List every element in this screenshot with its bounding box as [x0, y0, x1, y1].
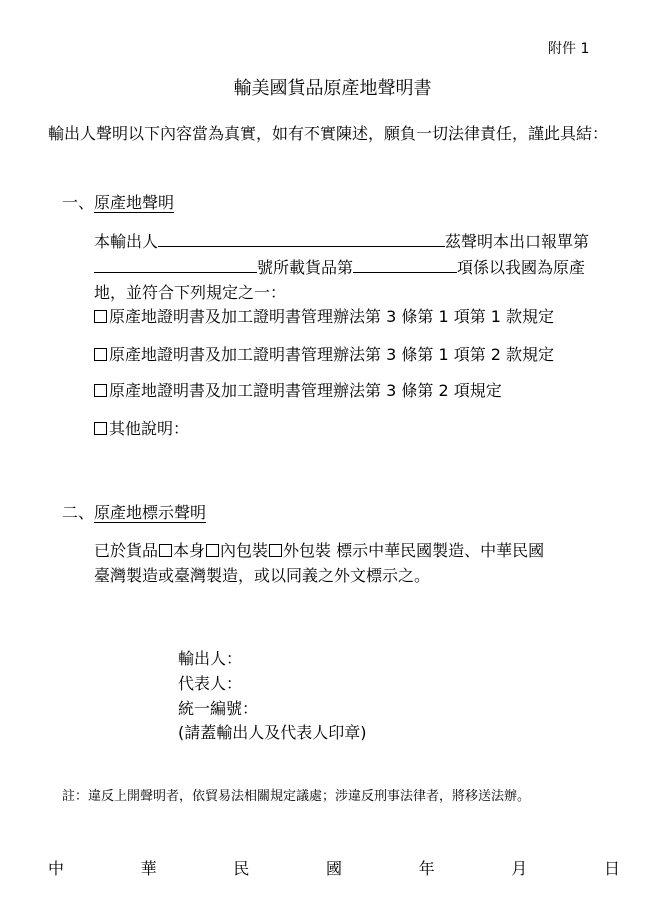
section1-number: 一、: [62, 193, 95, 212]
date-month-label: 月: [511, 859, 528, 878]
date-char-hua: 華: [140, 859, 157, 878]
marking-prefix: 已於貨品: [94, 541, 159, 560]
option-1-label: 原產地證明書及加工證明書管理辦法第 3 條第 1 項第 1 款規定: [109, 307, 555, 326]
checkbox-option-1[interactable]: [94, 310, 107, 323]
option-2-label: 原產地證明書及加工證明書管理辦法第 3 條第 1 項第 2 款規定: [109, 345, 555, 364]
option-row-2: [94, 342, 554, 365]
section2-number: 二、: [62, 503, 95, 522]
section1-heading: [62, 190, 174, 213]
checkbox-option-3[interactable]: [94, 384, 107, 397]
option-row-1: [94, 304, 554, 327]
checkbox-option-2[interactable]: [94, 348, 107, 361]
marking-text: 標示中華民國製造、中華民國: [331, 541, 545, 560]
annex-label: 附件 1: [548, 41, 590, 57]
section1-title: 原產地聲明: [94, 193, 175, 212]
checkbox-outer-packaging[interactable]: [269, 544, 282, 557]
section1-line1: [94, 229, 589, 252]
tax-id-label: 統一編號：: [178, 699, 259, 718]
goods-item-text: 號所載貨品第: [257, 258, 354, 277]
origin-text: 項係以我國為原產: [457, 258, 586, 277]
section2-title: 原產地標示聲明: [94, 503, 207, 522]
section2-heading: [62, 500, 206, 523]
option-other-label: 其他說明：: [109, 419, 190, 438]
exporter-prefix: 本輸出人: [94, 232, 159, 251]
outer-packaging-label: 外包裝: [283, 541, 332, 560]
option-3-label: 原產地證明書及加工證明書管理辦法第 3 條第 2 項規定: [109, 381, 502, 400]
section1-line2: [94, 255, 585, 278]
inner-packaging-label: 內包裝: [220, 541, 269, 560]
date-day-label: 日: [603, 859, 620, 878]
date-char-min: 民: [233, 859, 250, 878]
legal-note: 註：違反上開聲明者，依貿易法相關規定議處；涉違反刑事法律者，將移送法辦。: [62, 789, 531, 804]
date-char-zhong: 中: [48, 859, 65, 878]
option-row-4: [94, 416, 189, 439]
checkbox-inner-packaging[interactable]: [206, 544, 219, 557]
representative-signature-label: 代表人：: [178, 674, 243, 693]
declaration-text: 茲聲明本出口報單第: [445, 232, 590, 251]
seal-instruction: (請蓋輸出人及代表人印章): [178, 723, 367, 742]
export-declaration-number-blank[interactable]: [94, 256, 257, 273]
exporter-signature-label: 輸出人：: [178, 649, 243, 668]
section2-line2: 臺灣製造或臺灣製造，或以同義之外文標示之。: [94, 566, 431, 585]
section1-line3: 地，並符合下列規定之一：: [94, 283, 287, 302]
checkbox-option-other[interactable]: [94, 422, 107, 435]
goods-itself-label: 本身: [173, 541, 206, 560]
item-number-blank[interactable]: [353, 256, 457, 273]
date-row: [48, 856, 620, 879]
intro-statement: 輸出人聲明以下內容當為真實，如有不實陳述，願負一切法律責任，謹此具結：: [48, 124, 609, 143]
page-title: 輸美國貨品原產地聲明書: [233, 78, 432, 99]
option-row-3: [94, 378, 502, 401]
exporter-name-blank[interactable]: [158, 230, 445, 247]
date-year-label: 年: [418, 859, 435, 878]
date-char-guo: 國: [325, 859, 342, 878]
section2-line1: [94, 538, 544, 561]
checkbox-goods-itself[interactable]: [159, 544, 172, 557]
